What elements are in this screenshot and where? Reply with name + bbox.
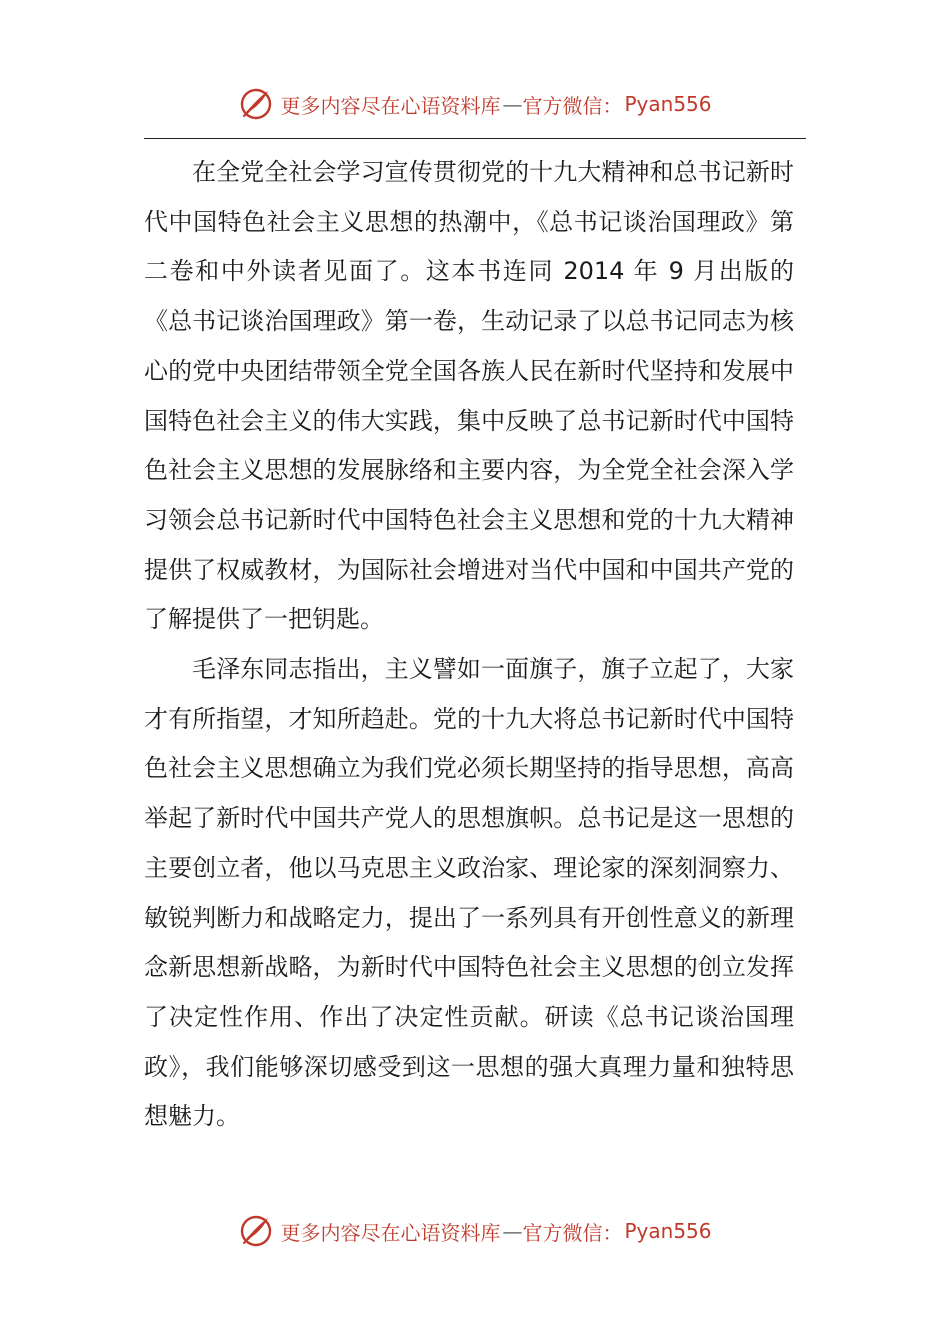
banner-separator: —: [502, 1219, 523, 1243]
footer-banner: [0, 1211, 950, 1251]
paragraph-2: 毛泽东同志指出，主义譬如一面旗子，旗子立起了，大家才有所指望，才知所趋赴。党的十九大将总书记新时代中国特色社会主义思想确立为我们党必须长期坚持的指导思想，高高举起了新时代中国共产党人的思想旗帜。总书记是这一思想的主要创立者，他以马克思主义政治家、理论家的深刻洞察力、敏锐判断力和战略定力，提出了一系列具有开创性意义的新理念新思想新战略，为新时代中国特色社会主义思想的创立发挥了决定性作用、作出了决定性贡献。研读《总书记谈治国理政》，我们能够深切感受到这一思想的强大真理力量和独特思想魅力。: [144, 655, 794, 1131]
document-body: [144, 148, 794, 1142]
banner-handle: Pyan556: [624, 92, 712, 116]
feather-pen-circle-icon: [238, 1213, 274, 1249]
banner-title: 更多内容尽在心语资料库: [280, 93, 501, 118]
banner-handle: Pyan556: [624, 1219, 712, 1243]
header-divider: [144, 138, 806, 139]
feather-pen-circle-icon: [238, 86, 274, 122]
banner-contact-label: 官方微信：: [522, 1220, 623, 1245]
header-banner: [0, 84, 950, 124]
paragraph-1: 在全党全社会学习宣传贯彻党的十九大精神和总书记新时代中国特色社会主义思想的热潮中，《总书记谈治国理政》第二卷和中外读者见面了。这本书连同 2014 年 9 月出版的《总书记谈治国理政》第一卷，生动记录了以总书记同志为核心的党中央团结带领全党全国各族人民在新时代坚持和发展中国特色社会主义的伟大实践，集中反映了总书记新时代中国特色社会主义思想的发展脉络和主要内容，为全党全社会深入学习领会总书记新时代中国特色社会主义思想和党的十九大精神提供了权威教材，为国际社会增进对当代中国和中国共产党的了解提供了一把钥匙。: [144, 158, 794, 634]
banner-contact-label: 官方微信：: [522, 93, 623, 118]
banner-separator: —: [502, 92, 523, 116]
banner-title: 更多内容尽在心语资料库: [280, 1220, 501, 1245]
